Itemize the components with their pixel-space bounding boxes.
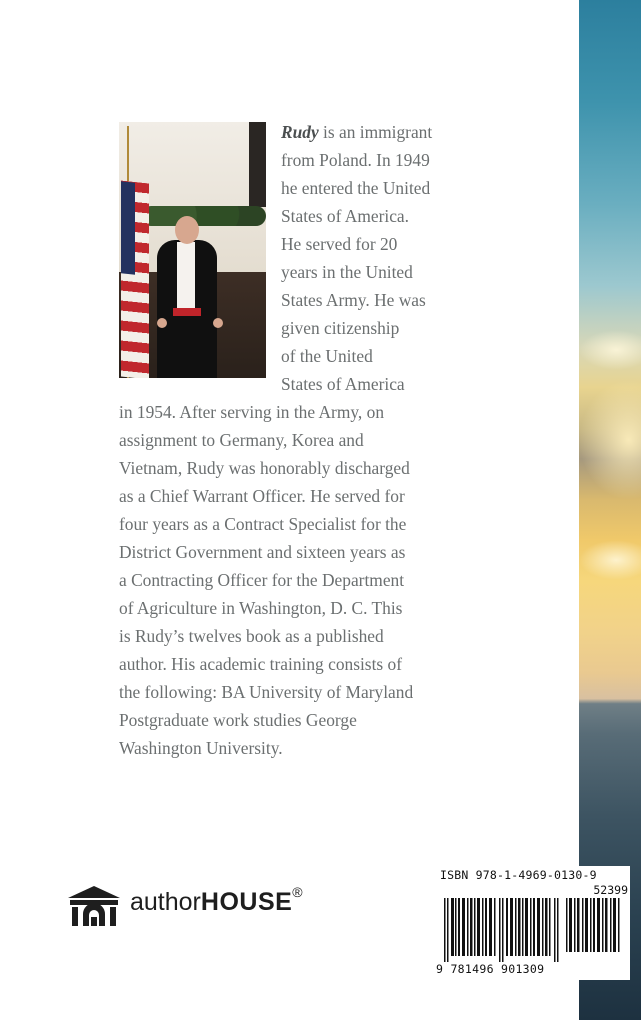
bio-main-line-1: assignment to Germany, Korea and bbox=[119, 430, 364, 450]
sun-glow bbox=[579, 380, 641, 500]
bio-text-main bbox=[119, 398, 429, 762]
author-shirt bbox=[177, 242, 195, 312]
bio-main-line-4: four years as a Contract Specialist for the bbox=[119, 514, 407, 534]
author-hand-left bbox=[157, 318, 167, 328]
price-code: 52399 bbox=[593, 883, 628, 897]
bio-line-7: given citizenship bbox=[281, 318, 400, 338]
addon-barcode-bars bbox=[566, 898, 622, 952]
cloud-highlight bbox=[579, 330, 641, 370]
bio-text-top bbox=[281, 118, 451, 398]
author-photo bbox=[119, 122, 266, 378]
authorhouse-wordmark bbox=[130, 884, 303, 917]
bio-line-6: States Army. He was bbox=[281, 290, 426, 310]
authorhouse-logo bbox=[68, 884, 318, 932]
bio-main-line-9: author. His academic training consists of bbox=[119, 654, 403, 674]
author-cummerbund bbox=[173, 308, 201, 316]
american-flag bbox=[119, 142, 149, 378]
bio-line-4: He served for 20 bbox=[281, 234, 398, 254]
authorhouse-logo-icon bbox=[68, 886, 120, 928]
registered-mark: ® bbox=[292, 884, 303, 900]
bio-line-1: from Poland. In 1949 bbox=[281, 150, 430, 170]
bio-line-5: years in the United bbox=[281, 262, 413, 282]
bio-main-line-8: is Rudy’s twelves book as a published bbox=[119, 626, 384, 646]
bio-line-0: is an immigrant bbox=[318, 122, 433, 142]
author-hand-right bbox=[213, 318, 223, 328]
bio-line-2: he entered the United bbox=[281, 178, 431, 198]
bio-main-line-3: as a Chief Warrant Officer. He served for bbox=[119, 486, 405, 506]
flag-canton bbox=[121, 181, 135, 274]
bio-main-line-7: of Agriculture in Washington, D. C. This bbox=[119, 598, 403, 618]
bio-main-line-12: Washington University. bbox=[119, 738, 283, 758]
bio-line-8: of the United bbox=[281, 346, 373, 366]
isbn-number: ISBN 978-1-4969-0130-9 bbox=[440, 868, 597, 882]
barcode-digits: 9 781496 901309 bbox=[436, 962, 545, 976]
bio-main-line-2: Vietnam, Rudy was honorably discharged bbox=[119, 458, 410, 478]
photo-doorway bbox=[249, 122, 266, 207]
author-name: Rudy bbox=[281, 122, 319, 142]
bio-line-9: States of America bbox=[281, 374, 405, 394]
wordmark-author: author bbox=[130, 888, 201, 916]
photo-garland bbox=[141, 206, 266, 226]
author-head bbox=[175, 216, 199, 244]
isbn-barcode bbox=[434, 866, 630, 980]
wordmark-house: HOUSE bbox=[200, 888, 293, 916]
bio-main-line-6: a Contracting Officer for the Department bbox=[119, 570, 405, 590]
bio-line bbox=[281, 118, 451, 146]
main-barcode-bars bbox=[444, 898, 560, 962]
cloud-highlight-lower bbox=[579, 540, 641, 580]
bio-line-3: States of America. bbox=[281, 206, 409, 226]
bio-main-line-0: in 1954. After serving in the Army, on bbox=[119, 402, 385, 422]
bio-main-line-10: the following: BA University of Maryland bbox=[119, 682, 414, 702]
bio-main-line-11: Postgraduate work studies George bbox=[119, 710, 357, 730]
bio-main-line-5: District Government and sixteen years as bbox=[119, 542, 406, 562]
